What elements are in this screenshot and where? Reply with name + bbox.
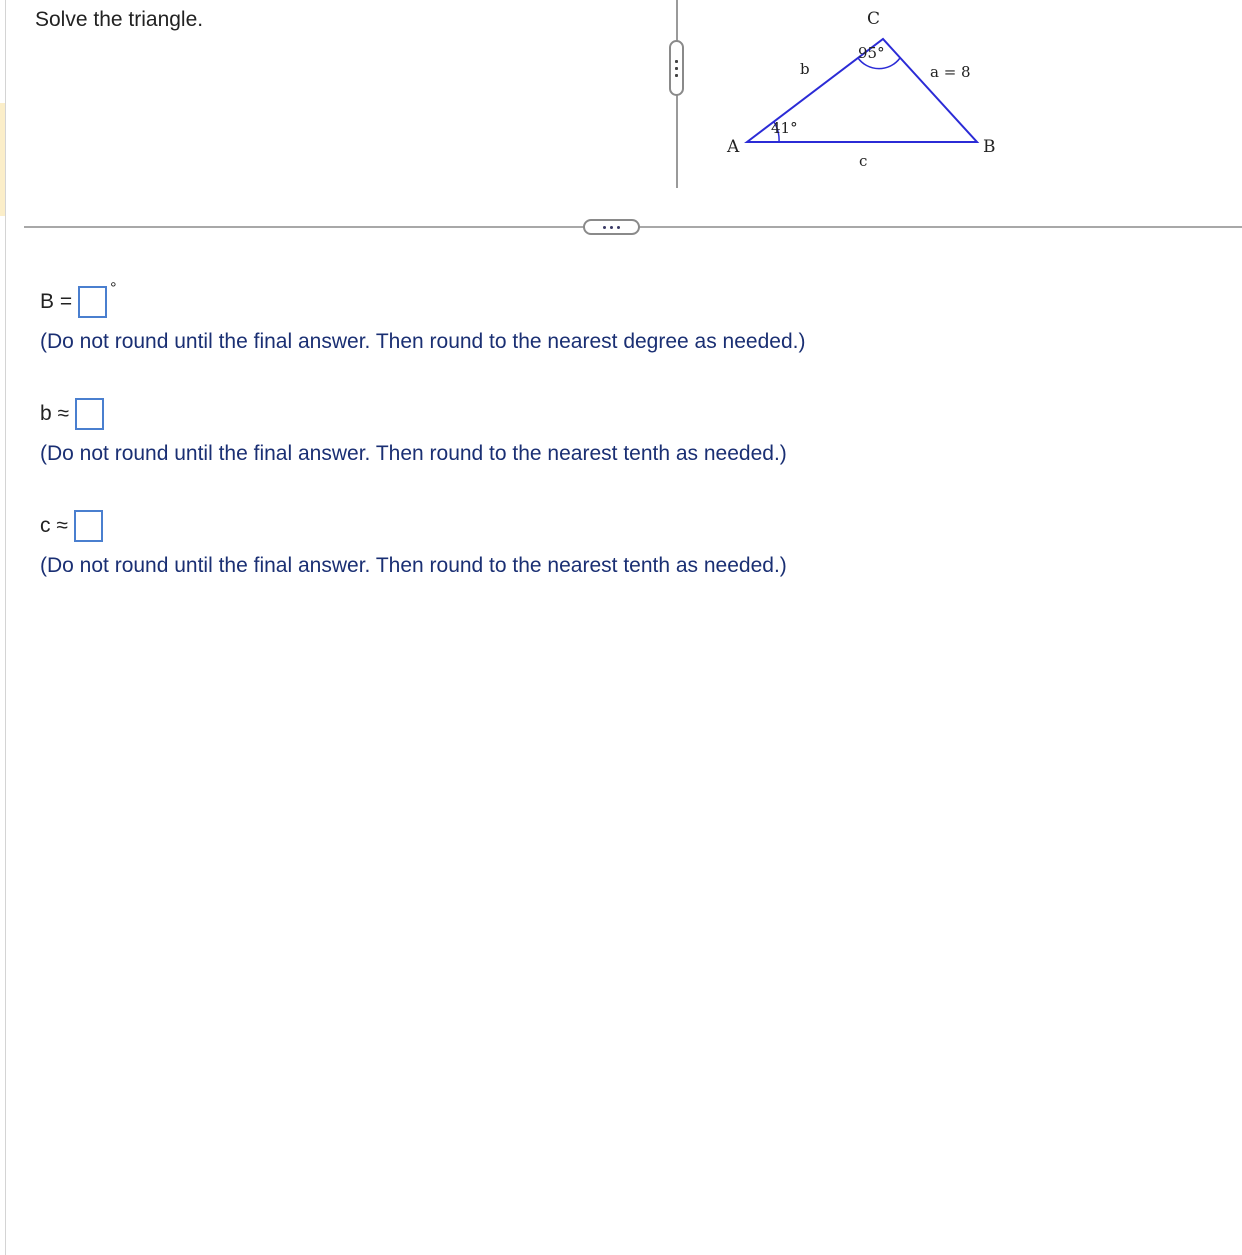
side-label-c: c (859, 152, 868, 170)
triangle-figure (700, 0, 1020, 190)
answer-row-side-b (40, 398, 104, 430)
angle-label-c: 95° (858, 44, 885, 62)
rounding-note-side-c: (Do not round until the final answer. Then round to the nearest tenth as needed.) (40, 554, 787, 577)
vertex-label-c: C (867, 9, 881, 29)
rounding-note-side-b: (Do not round until the final answer. Then round to the nearest tenth as needed.) (40, 442, 787, 465)
handle-dot-icon (675, 74, 678, 77)
answer-row-angle-b (40, 280, 117, 318)
expand-more-button[interactable] (583, 219, 640, 235)
side-label-a: a = 8 (930, 63, 971, 81)
problem-instruction: Solve the triangle. (35, 8, 204, 31)
degree-unit: ° (110, 280, 117, 297)
answer-input-side-c[interactable] (74, 510, 103, 542)
side-label-b: b (800, 60, 810, 78)
answer-row-side-c (40, 510, 103, 542)
more-dot-icon (603, 226, 606, 229)
left-accent-bar (0, 103, 5, 216)
left-border (5, 0, 6, 1255)
rounding-note-angle-b: (Do not round until the final answer. Then round to the nearest degree as needed.) (40, 330, 806, 353)
answer-input-side-b[interactable] (75, 398, 104, 430)
answer-label-side-c: c ≈ (40, 514, 68, 537)
answer-label-side-b: b ≈ (40, 402, 70, 425)
answer-label-angle-b: B = (40, 290, 73, 313)
splitter-handle[interactable] (669, 40, 684, 96)
handle-dot-icon (675, 60, 678, 63)
vertex-label-a: A (727, 137, 740, 157)
handle-dot-icon (675, 67, 678, 70)
angle-label-a: 41° (771, 119, 798, 137)
more-dot-icon (617, 226, 620, 229)
vertex-label-b: B (983, 137, 996, 157)
answer-input-angle-b[interactable] (78, 286, 107, 318)
more-dot-icon (610, 226, 613, 229)
